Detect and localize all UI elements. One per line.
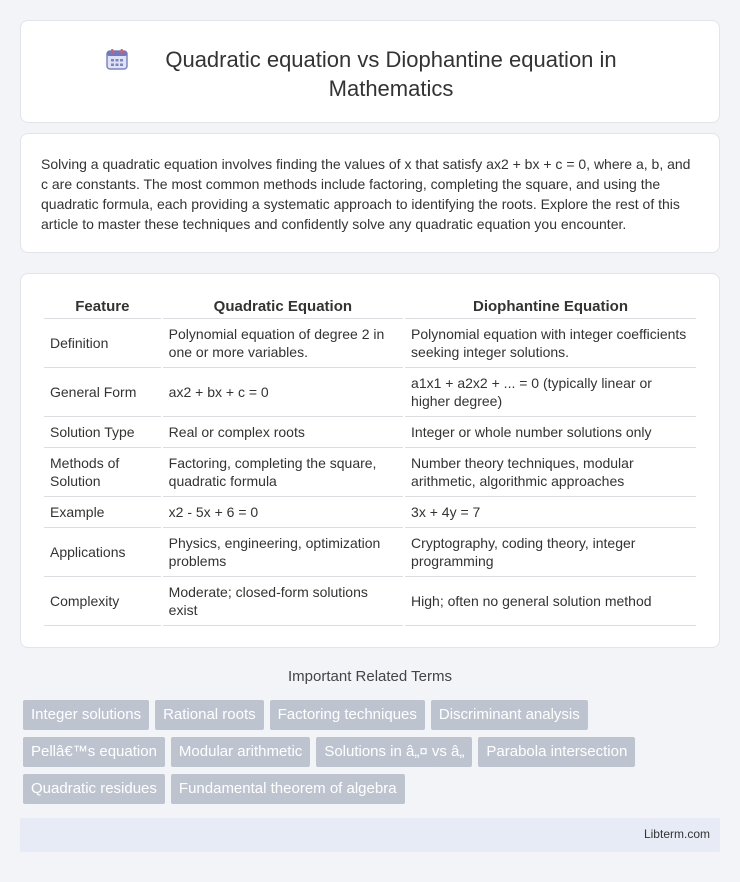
table-row: [44, 368, 696, 417]
table-cell: High; often no general solution method: [405, 577, 696, 626]
footer: [20, 818, 720, 852]
table-cell: Cryptography, coding theory, integer programming: [405, 528, 696, 577]
table-row: [44, 417, 696, 448]
table-cell: General Form: [44, 368, 161, 417]
comparison-table: [42, 296, 698, 626]
table-cell: Solution Type: [44, 417, 161, 448]
table-row: [44, 448, 696, 497]
comparison-card: [20, 273, 720, 648]
table-cell: Complexity: [44, 577, 161, 626]
table-row: [44, 577, 696, 626]
table-cell: Real or complex roots: [163, 417, 403, 448]
header-diophantine: Diophantine Equation: [405, 296, 696, 319]
tag-fundamental-theorem-of-algebra[interactable]: Fundamental theorem of algebra: [171, 774, 405, 804]
table-cell: Example: [44, 497, 161, 528]
tag-rational-roots[interactable]: Rational roots: [155, 700, 264, 730]
table-row: [44, 497, 696, 528]
tag-row: [23, 774, 723, 804]
footer-brand[interactable]: Libterm.com: [643, 827, 710, 841]
intro-paragraph: Solving a quadratic equation involves finding the values of x that satisfy ax2 + bx + c = 0, where a, b, and c are constants. The most common methods include factoring, completing the square, and using the quadratic formula, each providing a systematic approach to identifying the roots. Explore the rest of this article to master these techniques and confidently solve any quadratic equation you encounter.: [41, 156, 691, 232]
tag-modular-arithmetic[interactable]: Modular arithmetic: [171, 737, 310, 767]
table-row: [44, 528, 696, 577]
table-cell: Number theory techniques, modular arithmetic, algorithmic approaches: [405, 448, 696, 497]
table-cell: Definition: [44, 319, 161, 368]
related-terms-heading: Important Related Terms: [288, 668, 452, 685]
table-row: [44, 319, 696, 368]
tag-parabola-intersection[interactable]: Parabola intersection: [478, 737, 635, 767]
table-cell: a1x1 + a2x2 + ... = 0 (typically linear or higher degree): [405, 368, 696, 417]
table-cell: Applications: [44, 528, 161, 577]
table-cell: ax2 + bx + c = 0: [163, 368, 403, 417]
header-quadratic: Quadratic Equation: [163, 296, 403, 319]
table-cell: Physics, engineering, optimization problems: [163, 528, 403, 577]
intro-card: [20, 133, 720, 253]
tag-discriminant-analysis[interactable]: Discriminant analysis: [431, 700, 588, 730]
page-title: Quadratic equation vs Diophantine equation in Mathematics: [165, 47, 617, 101]
tag-solutions-z-vs-r[interactable]: Solutions in â„¤ vs â„: [316, 737, 472, 767]
title-card: [20, 20, 720, 123]
tag-row: [23, 700, 723, 730]
tag-integer-solutions[interactable]: Integer solutions: [23, 700, 149, 730]
tag-pells-equation[interactable]: Pellâ€™s equation: [23, 737, 165, 767]
tag-factoring-techniques[interactable]: Factoring techniques: [270, 700, 425, 730]
tag-quadratic-residues[interactable]: Quadratic residues: [23, 774, 165, 804]
table-cell: Methods of Solution: [44, 448, 161, 497]
tag-row: [23, 737, 723, 767]
header-feature: Feature: [44, 296, 161, 319]
table-cell: 3x + 4y = 7: [405, 497, 696, 528]
table-cell: Polynomial equation of degree 2 in one or more variables.: [163, 319, 403, 368]
table-header-row: [44, 296, 696, 319]
table-cell: Moderate; closed-form solutions exist: [163, 577, 403, 626]
table-cell: Polynomial equation with integer coefficients seeking integer solutions.: [405, 319, 696, 368]
table-cell: x2 - 5x + 6 = 0: [163, 497, 403, 528]
table-cell: Factoring, completing the square, quadratic formula: [163, 448, 403, 497]
related-terms-list: [23, 700, 723, 811]
table-cell: Integer or whole number solutions only: [405, 417, 696, 448]
